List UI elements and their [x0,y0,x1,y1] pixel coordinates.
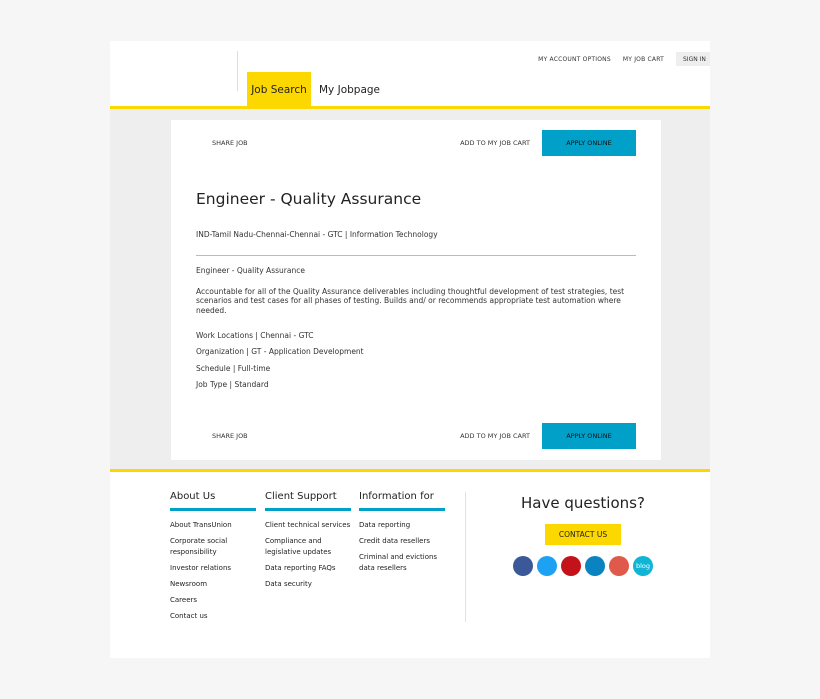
footer-link[interactable]: Investor relations [170,564,232,572]
tab-job-search[interactable]: Job Search [247,72,311,108]
job-actions-bottom [171,423,661,449]
footer-heading: Information for [359,491,445,511]
google-plus-icon[interactable] [609,556,629,576]
footer-link[interactable]: Data reporting [359,521,411,529]
footer-column-about [170,491,256,627]
site-footer [110,472,710,658]
footer-link[interactable]: Credit data resellers [359,537,430,545]
share-job-link[interactable]: SHARE JOB [212,139,248,147]
job-title: Engineer - Quality Assurance [196,190,422,208]
divider [196,255,636,256]
footer-link[interactable]: About TransUnion [170,521,232,529]
have-questions-heading: Have questions? [521,494,645,512]
footer-link[interactable]: Criminal and evictions data resellers [359,553,438,572]
youtube-icon[interactable] [561,556,581,576]
page-frame [110,41,710,658]
footer-link[interactable]: Newsroom [170,580,208,588]
facebook-icon[interactable] [513,556,533,576]
footer-link[interactable]: Careers [170,596,198,604]
footer-column-client-support [265,491,351,595]
job-description-text: Accountable for all of the Quality Assurance deliverables including thoughtful development of test strategies, test scenarios and test cases for all phases of testing. Builds and/ or recommends appropriate test automation where needed. [196,286,625,316]
apply-online-button[interactable]: APPLY ONLINE [542,130,636,156]
footer-link[interactable]: Data security [265,580,312,588]
linkedin-icon[interactable] [585,556,605,576]
footer-link[interactable]: Client technical services [265,521,351,529]
contact-us-button[interactable]: CONTACT US [545,524,621,545]
footer-link[interactable]: Corporate social responsibility [170,537,228,556]
job-work-locations: Work Locations | Chennai - GTC [196,330,314,340]
footer-heading: Client Support [265,491,351,511]
logo-divider [237,51,238,91]
job-organization: Organization | GT - Application Development [196,347,364,357]
share-job-link[interactable]: SHARE JOB [212,432,248,440]
tab-my-jobpage[interactable]: My Jobpage [319,84,381,96]
job-schedule: Schedule | Full-time [196,363,271,373]
job-actions-top [171,130,661,156]
footer-link[interactable]: Data reporting FAQs [265,564,336,572]
utility-nav [538,52,710,66]
job-type: Job Type | Standard [196,379,269,389]
footer-heading: About Us [170,491,256,511]
footer-link[interactable]: Compliance and legislative updates [265,537,332,556]
job-card [171,120,661,460]
job-location: IND-Tamil Nadu-Chennai-Chennai - GTC | Information Technology [196,230,438,239]
my-job-cart-link[interactable]: MY JOB CART [622,55,664,63]
job-summary: Engineer - Quality Assurance [196,266,305,275]
add-to-job-cart-link[interactable]: ADD TO MY JOB CART [460,139,530,147]
my-account-options-link[interactable]: MY ACCOUNT OPTIONS [538,55,611,63]
main-content [110,109,710,470]
apply-online-button[interactable]: APPLY ONLINE [542,423,636,449]
blog-icon[interactable]: blog [633,556,653,576]
social-links [513,556,657,576]
site-header [110,41,710,108]
footer-column-information-for [359,491,445,579]
sign-in-button[interactable]: SIGN IN [676,52,710,66]
job-description [196,266,636,396]
twitter-icon[interactable] [537,556,557,576]
footer-link[interactable]: Contact us [170,612,208,620]
add-to-job-cart-link[interactable]: ADD TO MY JOB CART [460,432,530,440]
footer-divider [465,492,466,622]
